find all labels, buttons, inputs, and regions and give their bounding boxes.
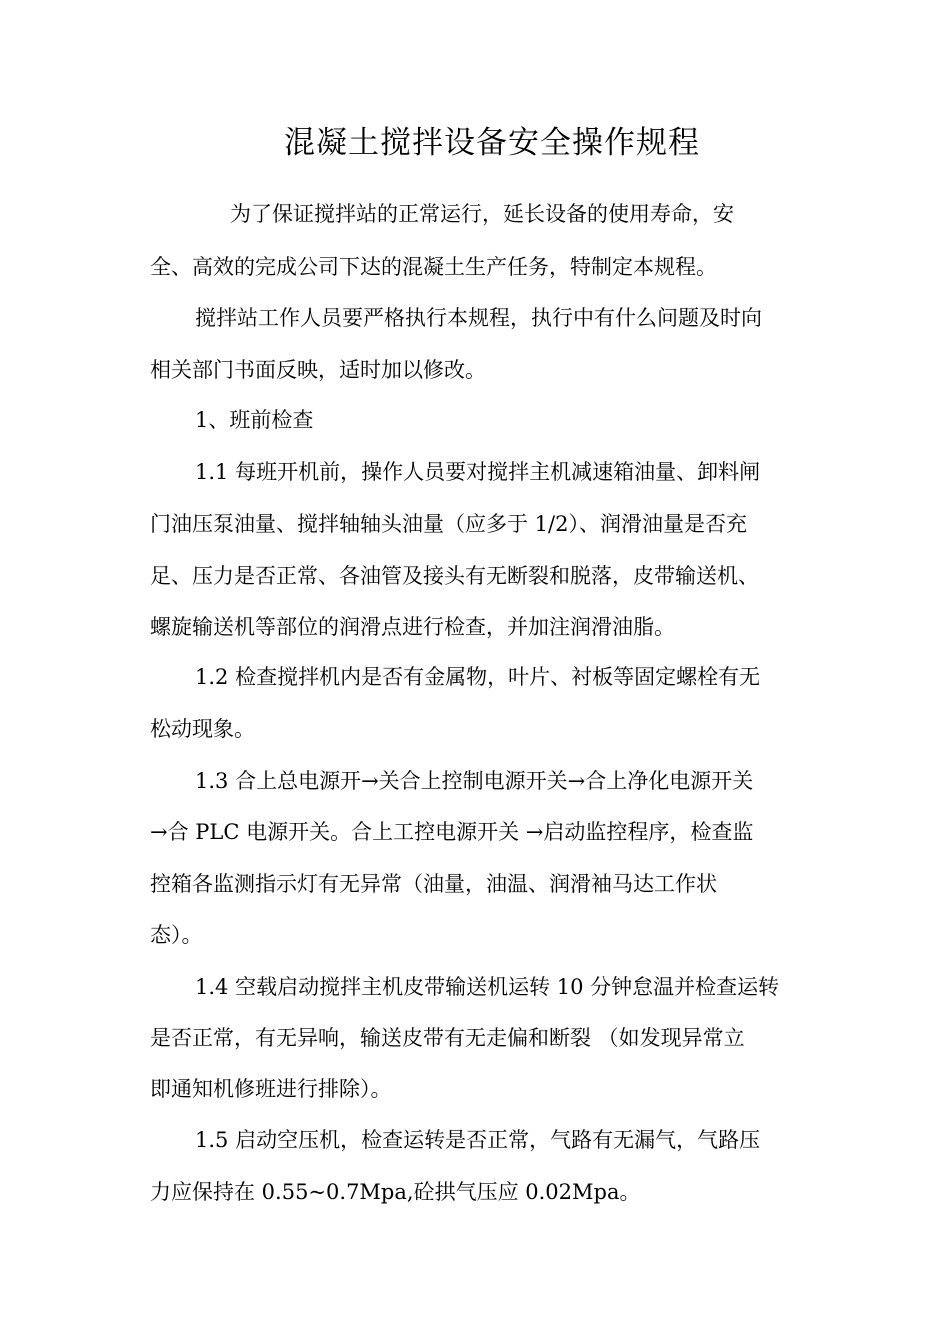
paragraph-line: 1.1 每班开机前，操作人员要对搅拌主机减速箱油量、卸料闸 xyxy=(195,460,761,484)
document-title: 混凝土搅拌设备安全操作规程 xyxy=(284,125,700,161)
paragraph-line: 1.2 检查搅拌机内是否有金属物，叶片、衬板等固定螺栓有无 xyxy=(195,665,761,689)
paragraph-line: 1.3 合上总电源开→关合上控制电源开关→合上净化电源开关 xyxy=(195,769,754,793)
paragraph-line: 态）。 xyxy=(150,923,203,947)
paragraph-line: 控箱各监测指示灯有无异常（油量，油温、润滑袖马达工作状 xyxy=(150,872,717,896)
paragraph-line: 搅拌站工作人员要严格执行本规程，执行中有什么问题及时向 xyxy=(195,306,762,330)
paragraph-line: 门油压泵油量、搅拌轴轴头油量（应多于 1/2）、润滑油量是否充 xyxy=(150,512,747,536)
paragraph-line: 是否正常，有无异响，输送皮带有无走偏和断裂 （如发现异常立 xyxy=(150,1026,745,1050)
paragraph-line: 全、高效的完成公司下达的混凝土生产任务，特制定本规程。 xyxy=(150,255,717,279)
paragraph-line: 1.5 启动空压机，检查运转是否正常，气路有无漏气，气路压 xyxy=(195,1128,761,1152)
section-heading: 1、班前检查 xyxy=(195,408,314,432)
paragraph-line: 足、压力是否正常、各油管及接头有无断裂和脱落，皮带输送机、 xyxy=(150,564,759,588)
paragraph-line: 松动现象。 xyxy=(150,717,255,741)
paragraph-line: 相关部门书面反映，适时加以修改。 xyxy=(150,358,486,382)
paragraph-line: 螺旋输送机等部位的润滑点进行检查，并加注润滑油脂。 xyxy=(150,615,675,639)
paragraph-line: 为了保证搅拌站的正常运行，延长设备的使用寿命，安 xyxy=(230,202,734,226)
paragraph-line: →合 PLC 电源开关。合上工控电源开关 →启动监控程序，检查监 xyxy=(150,820,754,844)
paragraph-line: 力应保持在 0.55~0.7Mpa,砼拱气压应 0.02Mpa。 xyxy=(150,1180,641,1204)
paragraph-line: 即通知机修班进行排除）。 xyxy=(150,1077,392,1101)
paragraph-line: 1.4 空载启动搅拌主机皮带输送机运转 10 分钟怠温并检查运转 xyxy=(195,975,780,999)
